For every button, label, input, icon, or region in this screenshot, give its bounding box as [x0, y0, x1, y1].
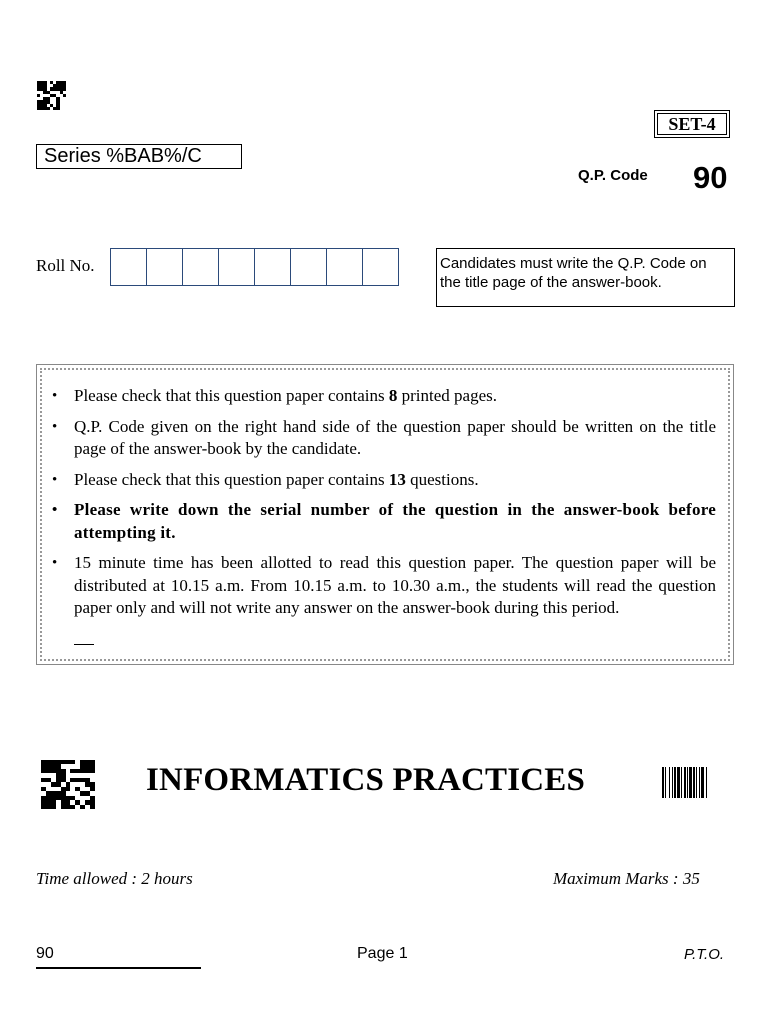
instruction-text: Please check that this question paper contains	[74, 469, 389, 489]
roll-no-label: Roll No.	[36, 256, 95, 275]
footer-qp-code: 90	[36, 945, 54, 962]
pto-label: P.T.O.	[684, 946, 725, 963]
time-allowed: Time allowed : 2 hours	[36, 869, 193, 888]
subject-title: INFORMATICS PRACTICES	[146, 762, 586, 798]
page-number: Page 1	[357, 945, 408, 962]
roll-digit-box[interactable]	[183, 249, 219, 285]
qp-code-label: Q.P. Code	[578, 167, 648, 184]
page-count: 8	[388, 386, 398, 405]
question-count: 13	[388, 469, 406, 489]
footer-rule	[36, 967, 201, 969]
roll-digit-box[interactable]	[219, 249, 255, 285]
instruction-text: questions.	[405, 469, 479, 489]
roll-no-boxes[interactable]	[110, 248, 399, 286]
qp-code-notice	[436, 248, 735, 307]
barcode	[662, 767, 728, 798]
instruction-item	[52, 385, 716, 408]
instruction-text: Please check that this question paper contains	[74, 386, 389, 405]
instruction-item	[52, 552, 716, 620]
notice-line-2: the title page of the answer-book.	[440, 274, 662, 291]
instruction-item	[52, 416, 716, 461]
roll-digit-box[interactable]	[111, 249, 147, 285]
notice-line-1: Candidates must write the Q.P. Code on	[440, 255, 707, 272]
instructions-end-dash	[74, 644, 94, 645]
qr-code-large	[41, 760, 95, 809]
roll-digit-box[interactable]	[327, 249, 363, 285]
instruction-item	[52, 499, 716, 544]
roll-digit-box[interactable]	[363, 249, 398, 285]
roll-digit-box[interactable]	[255, 249, 291, 285]
instruction-text: Please write down the serial number of the question in the answer-book before attempting it.	[74, 500, 716, 542]
instructions-list	[52, 385, 716, 628]
instruction-text: printed pages.	[397, 386, 497, 405]
qp-code-value: 90	[693, 160, 728, 195]
roll-digit-box[interactable]	[291, 249, 327, 285]
set-badge	[654, 110, 730, 138]
maximum-marks: Maximum Marks : 35	[553, 869, 700, 888]
set-label: SET-4	[657, 113, 727, 135]
series-label: Series %BAB%/C	[36, 144, 242, 169]
qr-code-small	[37, 81, 66, 110]
roll-digit-box[interactable]	[147, 249, 183, 285]
instruction-text: 15 minute time has been allotted to read this question paper. The question paper will be distributed at 10.15 a.m. From 10.15 a.m. to 10.30 a.m., the students will read the question paper only and will not write any answer on the answer-book during this period.	[74, 553, 716, 617]
instruction-text: Q.P. Code given on the right hand side of the question paper should be written on the title page of the answer-book by the candidate.	[74, 416, 716, 458]
instruction-item	[52, 469, 716, 492]
